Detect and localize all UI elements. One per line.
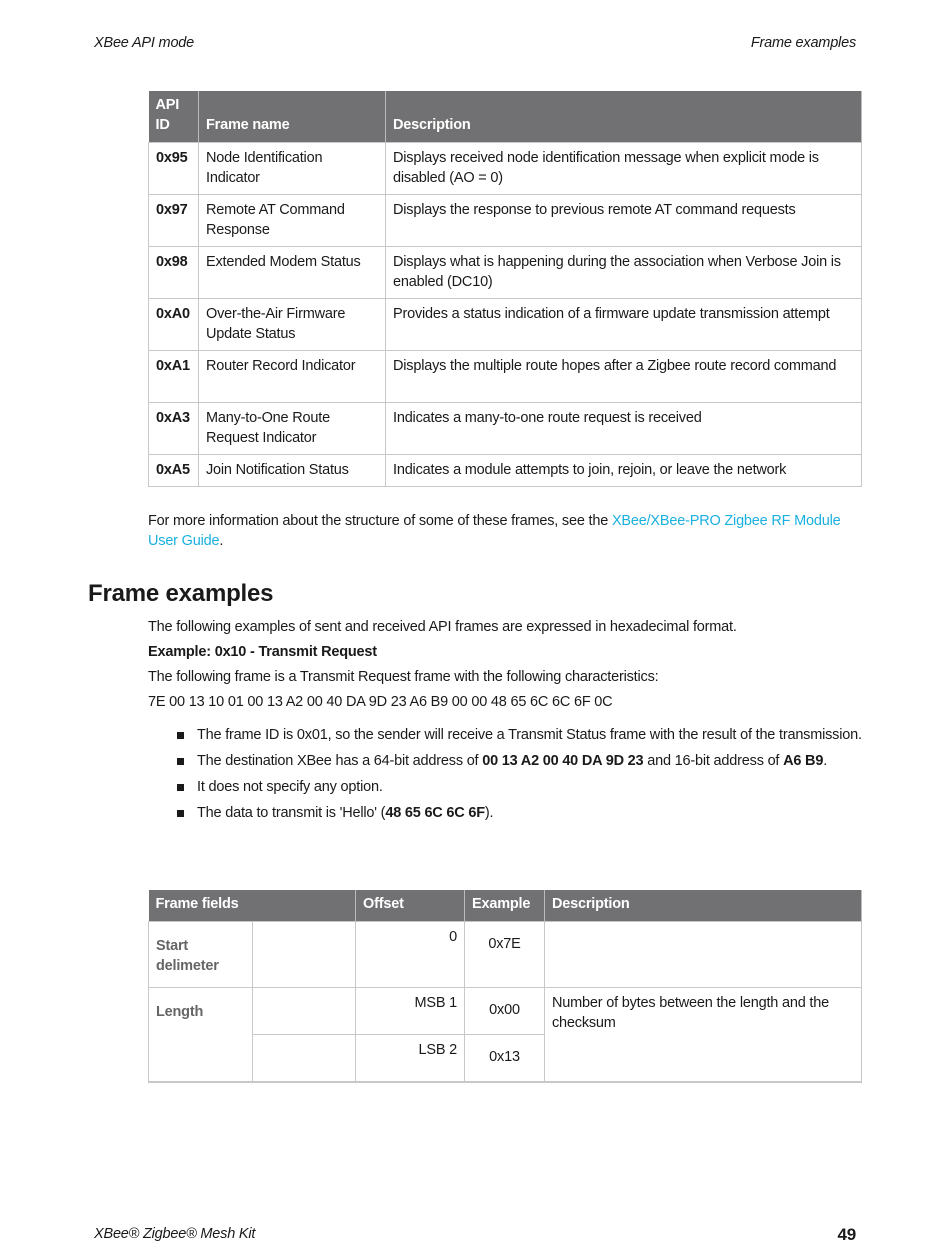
bullet-text: . [823, 753, 828, 769]
table-row [149, 922, 862, 988]
frame-fields-table [148, 890, 862, 1083]
offset-cell: 0 [356, 922, 465, 988]
api-id-cell: 0x98 [149, 247, 199, 299]
example-intro: The following frame is a Transmit Request frame with the following characteristics: [148, 669, 659, 685]
empty-cell [253, 1035, 356, 1082]
description-cell: Displays the multiple route hopes after a Zigbee route record command [386, 351, 862, 403]
api-id-cell: 0xA1 [149, 351, 199, 403]
description-cell [545, 922, 862, 988]
offset-cell: MSB 1 [356, 988, 465, 1035]
frame-name-cell: Remote AT Command Response [199, 195, 386, 247]
col-frame-name: Frame name [199, 91, 386, 143]
table-row [149, 455, 862, 487]
col-frame-fields: Frame fields [149, 890, 356, 922]
page-number: 49 [837, 1225, 856, 1244]
example-cell: 0x13 [465, 1035, 545, 1082]
description-cell: Indicates a module attempts to join, rejoin, or leave the network [386, 455, 862, 487]
description-cell: Number of bytes between the length and the checksum [545, 988, 862, 1082]
api-id-cell: 0x97 [149, 195, 199, 247]
section-title: Frame examples [88, 580, 274, 607]
frame-name-cell: Join Notification Status [199, 455, 386, 487]
api-frames-table [148, 91, 862, 487]
example-cell: 0x00 [465, 988, 545, 1035]
description-cell: Displays what is happening during the association when Verbose Join is enabled (DC10) [386, 247, 862, 299]
table-row [149, 988, 862, 1035]
more-info-paragraph [148, 511, 858, 551]
api-id-cell: 0xA5 [149, 455, 199, 487]
api-id-cell: 0xA3 [149, 403, 199, 455]
table-row [149, 403, 862, 455]
bullet-text: It does not specify any option. [197, 779, 383, 795]
bullet-text: The destination XBee has a 64-bit address of [197, 753, 483, 769]
api-id-cell: 0xA0 [149, 299, 199, 351]
table-row [149, 247, 862, 299]
footer-product: XBee® Zigbee® Mesh Kit [94, 1226, 256, 1242]
list-item [176, 725, 866, 745]
section-intro: The following examples of sent and received API frames are expressed in hexadecimal format. [148, 619, 737, 635]
frame-name-cell: Many-to-One Route Request Indicator [199, 403, 386, 455]
list-item [176, 803, 866, 823]
frame-name-cell: Extended Modem Status [199, 247, 386, 299]
offset-cell: LSB 2 [356, 1035, 465, 1082]
frame-name-cell: Over-the-Air Firmware Update Status [199, 299, 386, 351]
more-info-end: . [219, 533, 224, 549]
list-item [176, 777, 866, 797]
address-16: A6 B9 [783, 753, 824, 769]
user-guide-link[interactable]: XBee/XBee-PRO Zigbee RF Module User Guide [148, 513, 841, 549]
example-cell: 0x7E [465, 922, 545, 988]
running-header-left: XBee API mode [94, 35, 195, 51]
table-row [149, 143, 862, 195]
frame-hex: 7E 00 13 10 01 00 13 A2 00 40 DA 9D 23 A6 B9 00 00 48 65 6C 6C 6F 0C [148, 694, 613, 710]
empty-cell [253, 922, 356, 988]
bullet-text: ). [484, 805, 494, 821]
description-cell: Indicates a many-to-one route request is received [386, 403, 862, 455]
characteristics-list [176, 725, 866, 829]
api-id-cell: 0x95 [149, 143, 199, 195]
col-offset: Offset [356, 890, 465, 922]
data-hex: 48 65 6C 6C 6F [385, 805, 485, 821]
col-description: Description [545, 890, 862, 922]
running-header-right: Frame examples [750, 35, 856, 51]
bullet-text: The frame ID is 0x01, so the sender will receive a Transmit Status frame with the result of the transmission. [197, 727, 862, 743]
bullet-text: and 16-bit address of [643, 753, 784, 769]
table-row [149, 195, 862, 247]
address-64: 00 13 A2 00 40 DA 9D 23 [482, 753, 644, 769]
description-cell: Displays received node identification message when explicit mode is disabled (AO = 0) [386, 143, 862, 195]
list-item [176, 751, 866, 771]
field-name: Start delimeter [149, 922, 253, 988]
field-name: Length [149, 988, 253, 1082]
frame-name-cell: Router Record Indicator [199, 351, 386, 403]
table-row [149, 299, 862, 351]
frame-name-cell: Node Identification Indicator [199, 143, 386, 195]
example-title: Example: 0x10 - Transmit Request [148, 644, 377, 660]
table-row [149, 351, 862, 403]
more-info-text: For more information about the structure of some of these frames, see the [148, 513, 612, 529]
empty-cell [253, 988, 356, 1035]
col-example: Example [465, 890, 545, 922]
description-cell: Displays the response to previous remote AT command requests [386, 195, 862, 247]
col-description: Description [386, 91, 862, 143]
col-api-id: API ID [149, 91, 199, 143]
description-cell: Provides a status indication of a firmware update transmission attempt [386, 299, 862, 351]
bullet-text: The data to transmit is 'Hello' ( [197, 805, 386, 821]
